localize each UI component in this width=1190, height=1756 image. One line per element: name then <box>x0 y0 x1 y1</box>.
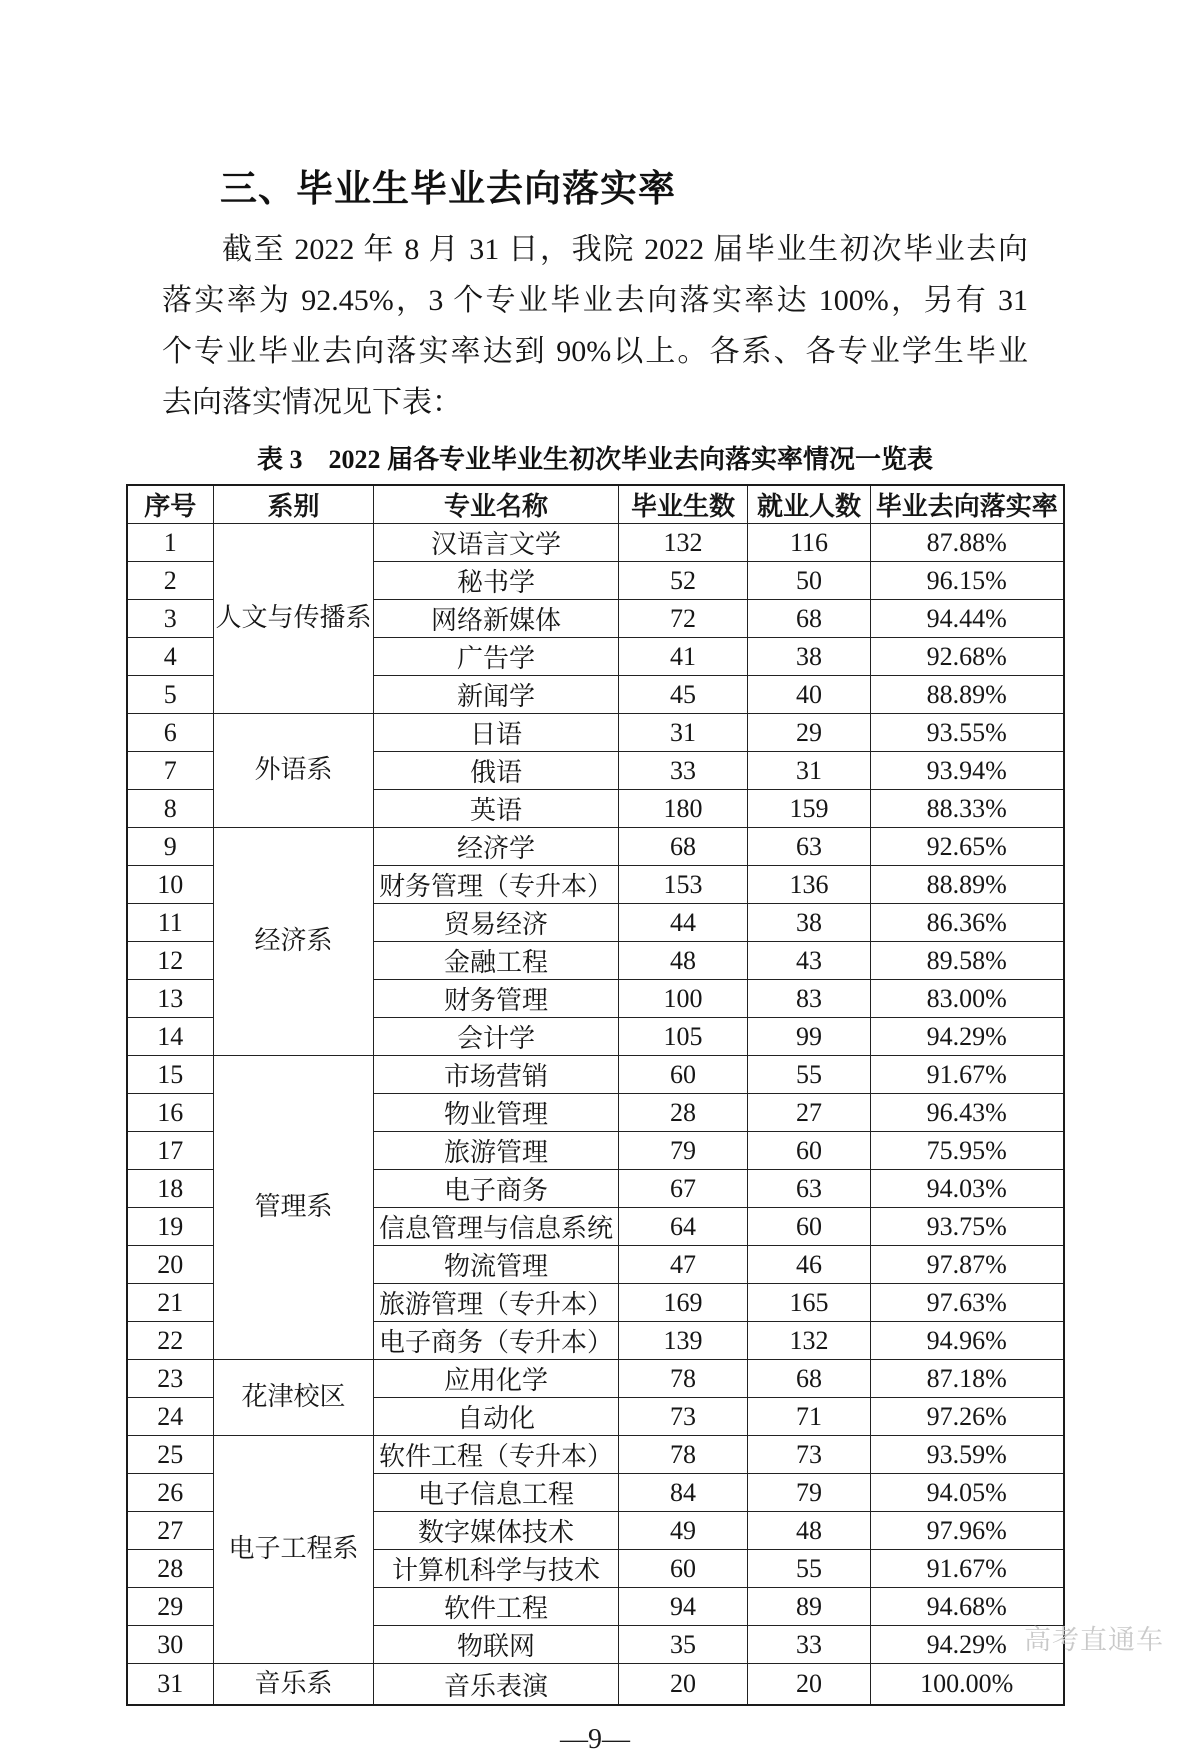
cell-serial-number: 19 <box>127 1208 214 1246</box>
cell-serial-number: 2 <box>127 562 214 600</box>
cell-placement-rate: 86.36% <box>871 904 1064 942</box>
cell-graduates-count: 180 <box>619 790 748 828</box>
cell-major-name: 音乐表演 <box>374 1664 619 1706</box>
cell-employed-count: 63 <box>748 1170 871 1208</box>
cell-serial-number: 21 <box>127 1284 214 1322</box>
cell-placement-rate: 91.67% <box>871 1056 1064 1094</box>
cell-graduates-count: 45 <box>619 676 748 714</box>
cell-major-name: 数字媒体技术 <box>374 1512 619 1550</box>
cell-graduates-count: 44 <box>619 904 748 942</box>
cell-employed-count: 31 <box>748 752 871 790</box>
cell-major-name: 网络新媒体 <box>374 600 619 638</box>
cell-major-name: 计算机科学与技术 <box>374 1550 619 1588</box>
cell-major-name: 广告学 <box>374 638 619 676</box>
cell-serial-number: 20 <box>127 1246 214 1284</box>
cell-serial-number: 15 <box>127 1056 214 1094</box>
cell-serial-number: 25 <box>127 1436 214 1474</box>
cell-major-name: 秘书学 <box>374 562 619 600</box>
cell-department: 经济系 <box>214 828 374 1056</box>
cell-employed-count: 73 <box>748 1436 871 1474</box>
cell-placement-rate: 94.96% <box>871 1322 1064 1360</box>
cell-major-name: 电子信息工程 <box>374 1474 619 1512</box>
cell-placement-rate: 97.87% <box>871 1246 1064 1284</box>
cell-major-name: 新闻学 <box>374 676 619 714</box>
cell-department: 电子工程系 <box>214 1436 374 1664</box>
cell-employed-count: 116 <box>748 524 871 562</box>
cell-graduates-count: 41 <box>619 638 748 676</box>
cell-serial-number: 13 <box>127 980 214 1018</box>
cell-graduates-count: 73 <box>619 1398 748 1436</box>
cell-placement-rate: 94.29% <box>871 1626 1064 1664</box>
header-serial-number: 序号 <box>127 485 214 524</box>
cell-major-name: 电子商务 <box>374 1170 619 1208</box>
cell-graduates-count: 169 <box>619 1284 748 1322</box>
table-row <box>127 1436 1064 1474</box>
cell-serial-number: 14 <box>127 1018 214 1056</box>
cell-placement-rate: 93.59% <box>871 1436 1064 1474</box>
cell-employed-count: 68 <box>748 600 871 638</box>
cell-serial-number: 16 <box>127 1094 214 1132</box>
cell-placement-rate: 97.96% <box>871 1512 1064 1550</box>
table-header-row <box>127 485 1064 524</box>
cell-graduates-count: 60 <box>619 1550 748 1588</box>
cell-major-name: 市场营销 <box>374 1056 619 1094</box>
cell-graduates-count: 35 <box>619 1626 748 1664</box>
table-row <box>127 1360 1064 1398</box>
cell-employed-count: 27 <box>748 1094 871 1132</box>
table-caption: 表 3 2022 届各专业毕业生初次毕业去向落实率情况一览表 <box>256 445 933 474</box>
cell-graduates-count: 20 <box>619 1664 748 1706</box>
cell-placement-rate: 88.33% <box>871 790 1064 828</box>
cell-major-name: 财务管理（专升本） <box>374 866 619 904</box>
cell-placement-rate: 97.63% <box>871 1284 1064 1322</box>
cell-placement-rate: 94.03% <box>871 1170 1064 1208</box>
cell-placement-rate: 87.88% <box>871 524 1064 562</box>
cell-serial-number: 3 <box>127 600 214 638</box>
cell-placement-rate: 100.00% <box>871 1664 1064 1706</box>
cell-major-name: 金融工程 <box>374 942 619 980</box>
cell-employed-count: 165 <box>748 1284 871 1322</box>
cell-serial-number: 27 <box>127 1512 214 1550</box>
cell-employed-count: 50 <box>748 562 871 600</box>
cell-employed-count: 63 <box>748 828 871 866</box>
table-row <box>127 1664 1064 1706</box>
placement-rate-table <box>126 484 1065 1706</box>
cell-major-name: 经济学 <box>374 828 619 866</box>
cell-graduates-count: 78 <box>619 1436 748 1474</box>
cell-placement-rate: 92.68% <box>871 638 1064 676</box>
cell-placement-rate: 88.89% <box>871 866 1064 904</box>
cell-major-name: 物业管理 <box>374 1094 619 1132</box>
section-heading: 三、毕业生毕业去向落实率 <box>220 168 676 209</box>
cell-serial-number: 12 <box>127 942 214 980</box>
cell-employed-count: 55 <box>748 1056 871 1094</box>
cell-graduates-count: 79 <box>619 1132 748 1170</box>
cell-placement-rate: 94.05% <box>871 1474 1064 1512</box>
cell-major-name: 英语 <box>374 790 619 828</box>
cell-serial-number: 17 <box>127 1132 214 1170</box>
cell-graduates-count: 84 <box>619 1474 748 1512</box>
cell-placement-rate: 97.26% <box>871 1398 1064 1436</box>
cell-serial-number: 18 <box>127 1170 214 1208</box>
cell-placement-rate: 93.94% <box>871 752 1064 790</box>
cell-employed-count: 132 <box>748 1322 871 1360</box>
header-major-name: 专业名称 <box>374 485 619 524</box>
cell-graduates-count: 153 <box>619 866 748 904</box>
cell-major-name: 会计学 <box>374 1018 619 1056</box>
cell-serial-number: 5 <box>127 676 214 714</box>
cell-graduates-count: 132 <box>619 524 748 562</box>
cell-serial-number: 6 <box>127 714 214 752</box>
cell-employed-count: 38 <box>748 638 871 676</box>
cell-major-name: 日语 <box>374 714 619 752</box>
cell-serial-number: 9 <box>127 828 214 866</box>
cell-employed-count: 38 <box>748 904 871 942</box>
cell-employed-count: 29 <box>748 714 871 752</box>
cell-serial-number: 22 <box>127 1322 214 1360</box>
cell-graduates-count: 67 <box>619 1170 748 1208</box>
cell-major-name: 旅游管理 <box>374 1132 619 1170</box>
cell-serial-number: 29 <box>127 1588 214 1626</box>
cell-major-name: 俄语 <box>374 752 619 790</box>
cell-major-name: 物流管理 <box>374 1246 619 1284</box>
paragraph-line-4: 去向落实情况见下表： <box>162 386 462 419</box>
cell-serial-number: 24 <box>127 1398 214 1436</box>
paragraph-line-1: 截至 2022 年 8 月 31 日，我院 2022 届毕业生初次毕业去向 <box>222 233 1028 266</box>
cell-graduates-count: 78 <box>619 1360 748 1398</box>
cell-major-name: 自动化 <box>374 1398 619 1436</box>
cell-graduates-count: 100 <box>619 980 748 1018</box>
paragraph-line-3: 个专业毕业去向落实率达到 90%以上。各系、各专业学生毕业 <box>162 335 1028 368</box>
cell-graduates-count: 48 <box>619 942 748 980</box>
cell-employed-count: 60 <box>748 1132 871 1170</box>
cell-graduates-count: 28 <box>619 1094 748 1132</box>
cell-major-name: 软件工程 <box>374 1588 619 1626</box>
cell-graduates-count: 105 <box>619 1018 748 1056</box>
cell-placement-rate: 88.89% <box>871 676 1064 714</box>
cell-placement-rate: 89.58% <box>871 942 1064 980</box>
cell-serial-number: 26 <box>127 1474 214 1512</box>
cell-employed-count: 68 <box>748 1360 871 1398</box>
cell-employed-count: 99 <box>748 1018 871 1056</box>
cell-serial-number: 23 <box>127 1360 214 1398</box>
cell-graduates-count: 94 <box>619 1588 748 1626</box>
cell-department: 管理系 <box>214 1056 374 1360</box>
cell-placement-rate: 93.55% <box>871 714 1064 752</box>
table-row <box>127 828 1064 866</box>
cell-graduates-count: 31 <box>619 714 748 752</box>
table-row <box>127 1056 1064 1094</box>
cell-serial-number: 28 <box>127 1550 214 1588</box>
cell-employed-count: 55 <box>748 1550 871 1588</box>
cell-graduates-count: 72 <box>619 600 748 638</box>
cell-serial-number: 4 <box>127 638 214 676</box>
cell-serial-number: 30 <box>127 1626 214 1664</box>
header-department: 系别 <box>214 485 374 524</box>
cell-placement-rate: 96.43% <box>871 1094 1064 1132</box>
cell-major-name: 信息管理与信息系统 <box>374 1208 619 1246</box>
cell-graduates-count: 47 <box>619 1246 748 1284</box>
cell-serial-number: 11 <box>127 904 214 942</box>
cell-employed-count: 43 <box>748 942 871 980</box>
cell-employed-count: 20 <box>748 1664 871 1706</box>
cell-major-name: 应用化学 <box>374 1360 619 1398</box>
cell-graduates-count: 139 <box>619 1322 748 1360</box>
cell-employed-count: 136 <box>748 866 871 904</box>
table-body <box>127 524 1064 1706</box>
cell-placement-rate: 75.95% <box>871 1132 1064 1170</box>
cell-placement-rate: 91.67% <box>871 1550 1064 1588</box>
page-number: —9— <box>560 1724 630 1756</box>
cell-major-name: 物联网 <box>374 1626 619 1664</box>
cell-major-name: 财务管理 <box>374 980 619 1018</box>
cell-major-name: 软件工程（专升本） <box>374 1436 619 1474</box>
cell-major-name: 电子商务（专升本） <box>374 1322 619 1360</box>
header-graduates-count: 毕业生数 <box>619 485 748 524</box>
cell-department: 音乐系 <box>214 1664 374 1706</box>
cell-employed-count: 33 <box>748 1626 871 1664</box>
cell-graduates-count: 33 <box>619 752 748 790</box>
table-row <box>127 524 1064 562</box>
header-placement-rate: 毕业去向落实率 <box>871 485 1064 524</box>
cell-major-name: 汉语言文学 <box>374 524 619 562</box>
table-row <box>127 714 1064 752</box>
cell-graduates-count: 60 <box>619 1056 748 1094</box>
cell-employed-count: 89 <box>748 1588 871 1626</box>
cell-employed-count: 60 <box>748 1208 871 1246</box>
cell-serial-number: 7 <box>127 752 214 790</box>
cell-employed-count: 48 <box>748 1512 871 1550</box>
cell-placement-rate: 83.00% <box>871 980 1064 1018</box>
cell-department: 花津校区 <box>214 1360 374 1436</box>
cell-placement-rate: 94.29% <box>871 1018 1064 1056</box>
intro-paragraph <box>162 224 1028 428</box>
cell-serial-number: 8 <box>127 790 214 828</box>
cell-employed-count: 71 <box>748 1398 871 1436</box>
cell-placement-rate: 92.65% <box>871 828 1064 866</box>
cell-placement-rate: 96.15% <box>871 562 1064 600</box>
cell-employed-count: 40 <box>748 676 871 714</box>
cell-placement-rate: 93.75% <box>871 1208 1064 1246</box>
cell-placement-rate: 94.68% <box>871 1588 1064 1626</box>
cell-employed-count: 159 <box>748 790 871 828</box>
cell-department: 人文与传播系 <box>214 524 374 714</box>
cell-placement-rate: 94.44% <box>871 600 1064 638</box>
paragraph-line-2: 落实率为 92.45%，3 个专业毕业去向落实率达 100%，另有 31 <box>162 284 1028 317</box>
cell-employed-count: 46 <box>748 1246 871 1284</box>
cell-graduates-count: 49 <box>619 1512 748 1550</box>
cell-department: 外语系 <box>214 714 374 828</box>
cell-graduates-count: 68 <box>619 828 748 866</box>
cell-employed-count: 83 <box>748 980 871 1018</box>
cell-serial-number: 31 <box>127 1664 214 1706</box>
cell-placement-rate: 87.18% <box>871 1360 1064 1398</box>
cell-graduates-count: 52 <box>619 562 748 600</box>
header-employed-count: 就业人数 <box>748 485 871 524</box>
cell-serial-number: 10 <box>127 866 214 904</box>
cell-serial-number: 1 <box>127 524 214 562</box>
cell-employed-count: 79 <box>748 1474 871 1512</box>
cell-major-name: 贸易经济 <box>374 904 619 942</box>
cell-graduates-count: 64 <box>619 1208 748 1246</box>
cell-major-name: 旅游管理（专升本） <box>374 1284 619 1322</box>
watermark: 高考直通车 <box>1024 1625 1164 1655</box>
